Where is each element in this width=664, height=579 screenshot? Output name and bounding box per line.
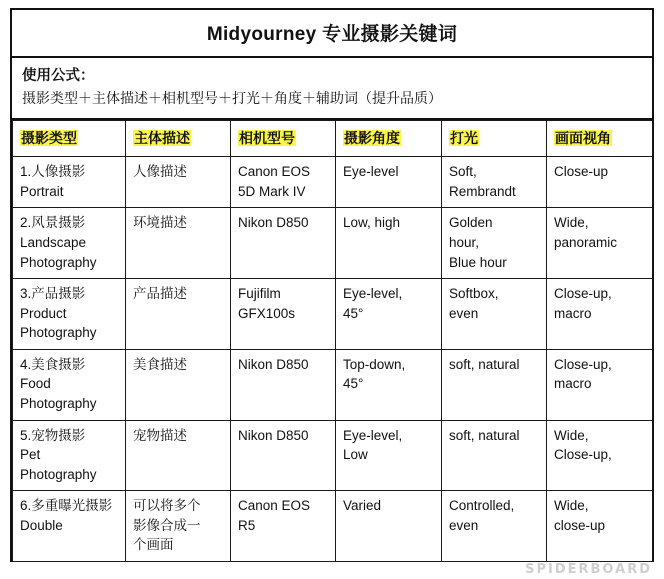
- table-body: [13, 157, 653, 562]
- cell-view: Close-up, macro: [547, 349, 653, 420]
- formula-label: 使用公式：: [22, 68, 95, 84]
- cell-lighting: soft, natural: [442, 420, 547, 491]
- cell-angle: Eye-level, 45°: [336, 279, 442, 350]
- cell-subject: 美食描述: [126, 349, 231, 420]
- formula-section: [12, 58, 652, 120]
- cell-view: Wide, Close-up,: [547, 420, 653, 491]
- cell-lighting: soft, natural: [442, 349, 547, 420]
- cell-camera: Fujifilm GFX100s: [231, 279, 336, 350]
- cell-type: 1.人像摄影 Portrait: [13, 157, 126, 208]
- cell-view: Wide, panoramic: [547, 208, 653, 279]
- table-header-row: [13, 120, 653, 157]
- cell-camera: Canon EOS R5: [231, 491, 336, 562]
- column-header-angle: 摄影角度: [336, 120, 442, 157]
- watermark: SPIDERBOARD: [525, 562, 652, 577]
- cell-lighting: Softbox, even: [442, 279, 547, 350]
- cell-angle: Eye-level: [336, 157, 442, 208]
- cell-camera: Nikon D850: [231, 208, 336, 279]
- cell-type: 5.宠物摄影 Pet Photography: [13, 420, 126, 491]
- cell-subject: 人像描述: [126, 157, 231, 208]
- cell-subject: 宠物描述: [126, 420, 231, 491]
- column-header-subject: 主体描述: [126, 120, 231, 157]
- table-row: [13, 208, 653, 279]
- cell-type: 4.美食摄影 Food Photography: [13, 349, 126, 420]
- cell-camera: Canon EOS 5D Mark IV: [231, 157, 336, 208]
- keywords-table: [12, 120, 653, 562]
- table-row: [13, 279, 653, 350]
- cell-angle: Varied: [336, 491, 442, 562]
- cell-type: 6.多重曝光摄影 Double: [13, 491, 126, 562]
- cell-camera: Nikon D850: [231, 349, 336, 420]
- cell-subject: 产品描述: [126, 279, 231, 350]
- cell-lighting: Golden hour, Blue hour: [442, 208, 547, 279]
- cell-angle: Top-down, 45°: [336, 349, 442, 420]
- cell-camera: Nikon D850: [231, 420, 336, 491]
- cell-angle: Low, high: [336, 208, 442, 279]
- cell-view: Close-up: [547, 157, 653, 208]
- formula-text: 摄影类型＋主体描述＋相机型号＋打光＋角度＋辅助词（提升品质）: [22, 89, 442, 106]
- column-header-view: 画面视角: [547, 120, 653, 157]
- cell-view: Wide, close-up: [547, 491, 653, 562]
- cell-view: Close-up, macro: [547, 279, 653, 350]
- table-row: [13, 157, 653, 208]
- table-row: [13, 420, 653, 491]
- document-frame: [10, 8, 654, 562]
- cell-type: 3.产品摄影 Product Photography: [13, 279, 126, 350]
- table-row: [13, 349, 653, 420]
- cell-subject: 环境描述: [126, 208, 231, 279]
- page-title: Midyourney 专业摄影关键词: [12, 10, 652, 58]
- cell-angle: Eye-level, Low: [336, 420, 442, 491]
- table-row: [13, 491, 653, 562]
- column-header-type: 摄影类型: [13, 120, 126, 157]
- cell-lighting: Controlled, even: [442, 491, 547, 562]
- cell-type: 2.风景摄影 Landscape Photography: [13, 208, 126, 279]
- cell-subject: 可以将多个 影像合成一 个画面: [126, 491, 231, 562]
- cell-lighting: Soft, Rembrandt: [442, 157, 547, 208]
- column-header-lighting: 打光: [442, 120, 547, 157]
- column-header-camera: 相机型号: [231, 120, 336, 157]
